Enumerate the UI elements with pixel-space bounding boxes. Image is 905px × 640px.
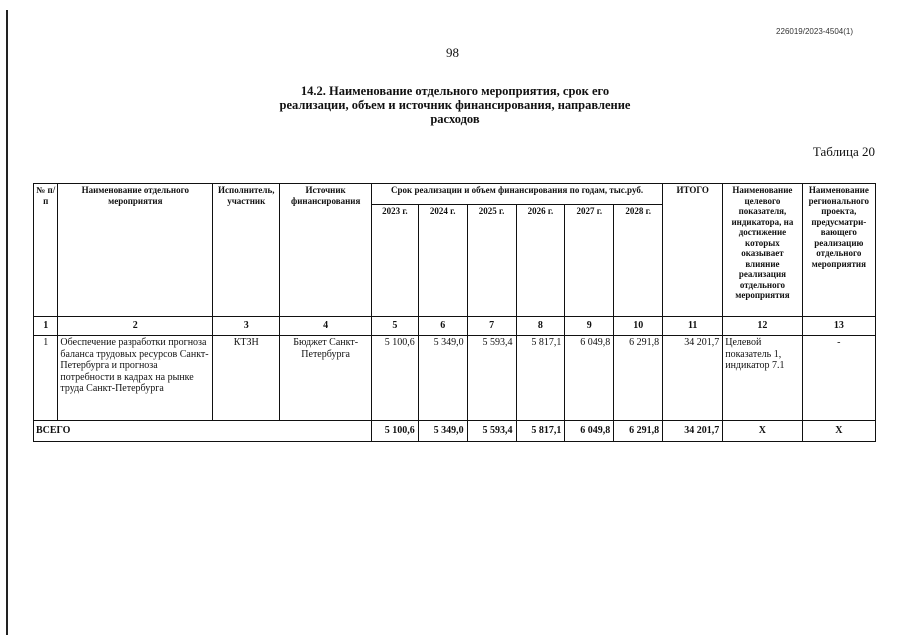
total-year-2027: 6 049,8: [565, 421, 614, 442]
header-year-2024: 2024 г.: [418, 205, 467, 317]
total-year-2028: 6 291,8: [614, 421, 663, 442]
header-year-2028: 2028 г.: [614, 205, 663, 317]
page-number: 98: [446, 45, 459, 60]
column-number: 13: [802, 317, 875, 336]
total-year-2026: 5 817,1: [516, 421, 565, 442]
header-name: Наименование отдельного мероприятия: [58, 184, 213, 317]
header-year-2027: 2027 г.: [565, 205, 614, 317]
header-source: Источник финансирования: [280, 184, 372, 317]
column-number: 1: [34, 317, 58, 336]
section-title-line1: 14.2. Наименование отдельного мероприятия, срок его: [300, 84, 610, 98]
row-year-2026: 5 817,1: [516, 336, 565, 421]
column-number: 2: [58, 317, 213, 336]
row-num: 1: [34, 336, 58, 421]
column-number: 12: [723, 317, 802, 336]
row-year-2023: 5 100,6: [371, 336, 418, 421]
header-year-2023: 2023 г.: [371, 205, 418, 317]
header-period-group: Срок реализации и объем финансирования по годам, тыс.руб.: [371, 184, 662, 205]
header-regional: Наименование регионального проекта, предусматри-вающего реализацию отдельного мероприятия: [802, 184, 875, 317]
header-executor: Исполнитель, участник: [213, 184, 280, 317]
header-num: № п/п: [34, 184, 58, 317]
row-year-2027: 6 049,8: [565, 336, 614, 421]
row-target: Целевой показатель 1, индикатор 7.1: [723, 336, 802, 421]
row-year-2024: 5 349,0: [418, 336, 467, 421]
section-title-line2: реализации, объем и источник финансирования, направление: [279, 98, 631, 112]
column-number: 8: [516, 317, 565, 336]
section-title-line3: расходов: [430, 112, 480, 126]
table-caption: Таблица 20: [812, 144, 875, 159]
column-number: 5: [371, 317, 418, 336]
total-sum: 34 201,7: [663, 421, 723, 442]
row-total: 34 201,7: [663, 336, 723, 421]
section-title: [250, 84, 660, 126]
document-id: 226019/2023-4504(1): [776, 27, 853, 36]
total-label: ВСЕГО: [34, 421, 372, 442]
header-target: Наименование целевого показателя, индикатора, на достижение которых оказывает влияние реализация отдельного мероприятия: [723, 184, 802, 317]
column-number: 4: [280, 317, 372, 336]
total-year-2024: 5 349,0: [418, 421, 467, 442]
column-number: 6: [418, 317, 467, 336]
total-regional: Х: [802, 421, 875, 442]
row-source: Бюджет Санкт-Петербурга: [280, 336, 372, 421]
row-year-2025: 5 593,4: [467, 336, 516, 421]
total-row: [34, 421, 876, 442]
row-executor: КТЗН: [213, 336, 280, 421]
scan-edge-bar: [6, 10, 8, 635]
row-name: Обеспечение разработки прогноза баланса трудовых ресурсов Санкт-Петербурга и прогноза потребности в кадрах на рынке труда Санкт-Петербурга: [58, 336, 213, 421]
header-total: ИТОГО: [663, 184, 723, 317]
column-number: 10: [614, 317, 663, 336]
column-number: 3: [213, 317, 280, 336]
column-number: 9: [565, 317, 614, 336]
column-number: 7: [467, 317, 516, 336]
financing-table: [33, 183, 876, 442]
total-year-2023: 5 100,6: [371, 421, 418, 442]
header-year-2026: 2026 г.: [516, 205, 565, 317]
total-target: Х: [723, 421, 802, 442]
header-year-2025: 2025 г.: [467, 205, 516, 317]
row-regional: -: [802, 336, 875, 421]
column-number: 11: [663, 317, 723, 336]
column-number-row: [34, 317, 876, 336]
table-row: [34, 336, 876, 421]
total-year-2025: 5 593,4: [467, 421, 516, 442]
row-year-2028: 6 291,8: [614, 336, 663, 421]
